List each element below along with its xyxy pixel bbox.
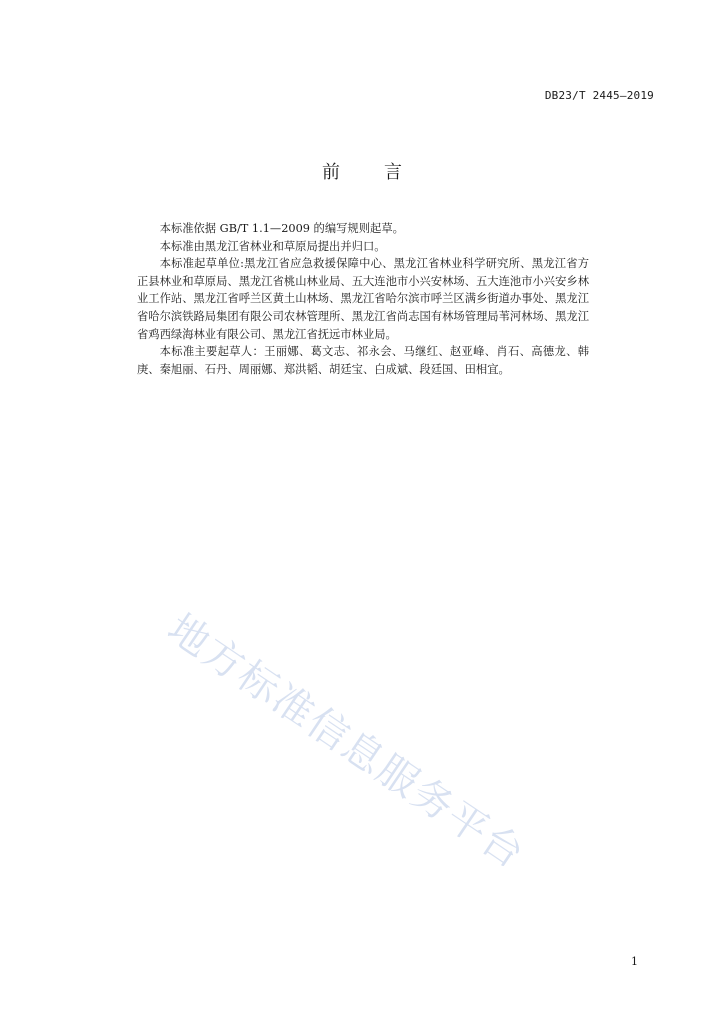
page-number: 1 xyxy=(631,955,638,968)
paragraph-drafting-rules: 本标准依据 GB/T 1.1—2009 的编写规则起草。 xyxy=(159,222,404,235)
foreword-title: 前言 xyxy=(322,162,446,183)
watermark: 地方标准信息服务平台 xyxy=(159,605,534,879)
foreword-body xyxy=(137,220,589,378)
paragraph-proposer: 本标准由黑龙江省林业和草原局提出并归口。 xyxy=(159,239,386,253)
paragraph-drafters: 本标准主要起草人：王丽娜、葛文志、祁永会、马继红、赵亚峰、肖石、高德龙、韩庚、秦旭丽、石丹、周丽娜、郑洪韬、胡廷宝、白成斌、段廷国、田相宜。 xyxy=(137,345,589,376)
document-code: DB23/T 2445—2019 xyxy=(544,89,654,102)
paragraph-drafting-units: 本标准起草单位:黑龙江省应急救援保障中心、黑龙江省林业科学研究所、黑龙江省方正县林业和草原局、黑龙江省桃山林业局、五大连池市小兴安林场、五大连池市小兴安乡林业工作站、黑龙江省呼兰区黄土山林场、黑龙江省哈尔滨市呼兰区满乡街道办事处、黑龙江省哈尔滨铁路局集团有限公司农林管理所、黑龙江省尚志国有林场管理局苇河林场、黑龙江省鸡西绿海林业有限公司、黑龙江省抚远市林业局。 xyxy=(137,257,589,341)
